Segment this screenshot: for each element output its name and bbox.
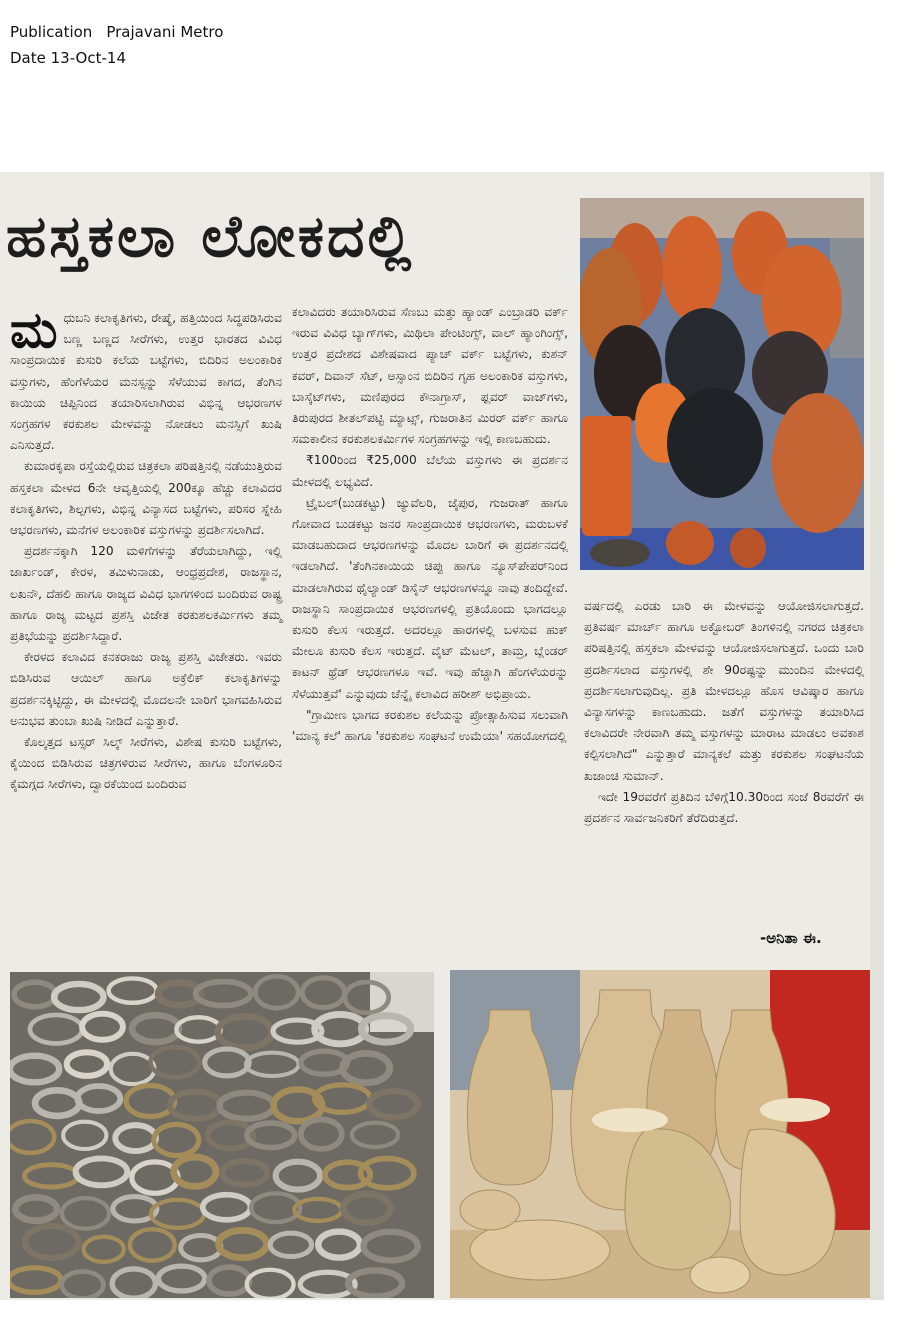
- drop-cap: ಮ: [10, 300, 58, 359]
- paragraph: "ಗ್ರಾಮೀಣ ಭಾಗದ ಕರಕುಶಲ ಕಲೆಯನ್ನು ಪ್ರೋತ್ಸಾಹಿಸುವ ಸಲುವಾಗಿ 'ಮಾನ್ಯ ಕಲೆ' ಹಾಗೂ 'ಕರಕುಶಲ ಸಂಘಟನೆ ಉಮೆಯಾ' ಸಹಯೋಗದಲ್ಲಿ: [292, 707, 568, 744]
- adjacent-column-edge: [870, 172, 884, 1300]
- bamboo-vases-photo: [450, 970, 870, 1298]
- paragraph-text: ಧುಬನಿ ಕಲಾಕೃತಿಗಳು, ರೇಷ್ಮೆ, ಹತ್ತಿಯಿಂದ ಸಿದ್ಧಪಡಿಸಿರುವ ಬಣ್ಣ ಬಣ್ಣದ ಸೀರೆಗಳು, ಉತ್ತರ ಭಾರತದ ವಿವಿಧ ಸಾಂಪ್ರದಾಯಿಕ ಕುಸುರಿ ಕಲೆಯ ಬಟ್ಟೆಗಳು, ಬಿದಿರಿನ ಅಲಂಕಾರಿಕ ವಸ್ತುಗಳು, ಹೆಂಗೆಳೆಯರ ಮನಸ್ಸನ್ನು ಸೆಳೆಯುವ ಕಾಗದ, ತೆಂಗಿನ ಕಾಯಿಯ ಚಿಪ್ಪಿನಿಂದ ತಯಾರಿಸಲಾಗಿರುವ ವಿಭಿನ್ನ ಆಭರಣಗಳ ಸಂಗ್ರಹಗಳ ಕರಕುಶಲ ಮೇಳವನ್ನು ನೋಡಲು ಮನಸ್ಸಿಗೆ ಖುಷಿ ಎನಿಸುತ್ತದೆ.: [10, 311, 282, 453]
- paragraph: ಇದೇ 19ರವರೆಗೆ ಪ್ರತಿದಿನ ಬೆಳಿಗ್ಗೆ10.30ರಿಂದ ಸಂಜೆ 8ರವರೆಗೆ ಈ ಪ್ರದರ್ಶನ ಸಾರ್ವಜನಿಕರಿಗೆ ತೆರೆದಿರುತ್ತದೆ.: [584, 789, 864, 826]
- article-column-3: [584, 596, 864, 829]
- tribal-jewellery-photo: [10, 972, 434, 1298]
- newspaper-clipping: [0, 172, 884, 1300]
- paragraph: ಕುಮಾರಕೃಪಾ ರಸ್ತೆಯಲ್ಲಿರುವ ಚಿತ್ರಕಲಾ ಪರಿಷತ್ತಿನಲ್ಲಿ ನಡೆಯುತ್ತಿರುವ ಹಸ್ತಕಲಾ ಮೇಳದ 6ನೇ ಆವೃತ್ತಿಯಲ್ಲಿ 200ಕ್ಕೂ ಹೆಚ್ಚು ಕಲಾವಿದರ ಕಲಾಕೃತಿಗಳು, ಶಿಲ್ಪಗಳು, ವಿಭಿನ್ನ ವಿನ್ಯಾಸದ ಬಟ್ಟೆಗಳು, ಪರಿಸರ ಸ್ನೇಹಿ ಆಭರಣಗಳು, ಮನೆಗಳ ಅಲಂಕಾರಿಕ ವಸ್ತುಗಳನ್ನು ಪ್ರದರ್ಶಿಸಲಾಗಿದೆ.: [10, 459, 282, 538]
- publication-line: [10, 23, 223, 41]
- paragraph: ₹100ರಿಂದ ₹25,000 ಬೆಲೆಯ ವಸ್ತುಗಳು ಈ ಪ್ರದರ್ಶನ ಮೇಳದಲ್ಲಿ ಲಭ್ಯವಿದೆ.: [292, 453, 568, 489]
- paragraph: ಕೇರಳದ ಕಲಾವಿದ ಕನಕರಾಜು ರಾಜ್ಯ ಪ್ರಶಸ್ತಿ ವಿಜೇತರು. ಇವರು ಬಿಡಿಸಿರುವ ಆಯಿಲ್ ಹಾಗೂ ಅಕ್ರೆಲಿಕ್ ಕಲಾಕೃತಿಗಳನ್ನು ಪ್ರದರ್ಶನಕ್ಕಿಟ್ಟಿದ್ದು, ಈ ಮೇಳದಲ್ಲಿ ಮೊದಲನೇ ಬಾರಿಗೆ ಭಾಗವಹಿಸಿರುವ ಅನುಭವ ತುಂಬಾ ಖುಷಿ ನೀಡಿದೆ ಎನ್ನುತ್ತಾರೆ.: [10, 650, 282, 728]
- paragraph: ವರ್ಷದಲ್ಲಿ ಎರಡು ಬಾರಿ ಈ ಮೇಳವನ್ನು ಆಯೋಜಿಸಲಾಗುತ್ತದೆ. ಪ್ರತಿವರ್ಷ ಮಾರ್ಚ್ ಹಾಗೂ ಅಕ್ಟೋಬರ್ ತಿಂಗಳಿನಲ್ಲಿ ನಗರದ ಚಿತ್ರಕಲಾ ಪರಿಷತ್ತಿನಲ್ಲಿ ಹಸ್ತಕಲಾ ಮೇಳವನ್ನು ಆಯೋಜಿಸಲಾಗುತ್ತದೆ. ಒಂದು ಬಾರಿ ಪ್ರದರ್ಶಿಸಲಾದ ವಸ್ತುಗಳಲ್ಲಿ ಶೇ 90ರಷ್ಟನ್ನು ಮುಂದಿನ ಮೇಳದಲ್ಲಿ ಪ್ರದರ್ಶಿಸಲಾಗುವುದಿಲ್ಲ. ಪ್ರತಿ ಮೇಳದಲ್ಲೂ ಹೊಸ ಆವಿಷ್ಕಾರ ಹಾಗೂ ವಿನ್ಯಾಸಗಳನ್ನು ಕಾಣಬಹುದು. ಜತೆಗೆ ವಸ್ತುಗಳನ್ನು ತಯಾರಿಸಿದ ಕಲಾವಿದರೇ ನೇರವಾಗಿ ತಮ್ಮ ವಸ್ತುಗಳನ್ನು ಮಾರಾಟ ಮಾಡಲು ಅವಕಾಶ ಕಲ್ಪಿಸಲಾಗಿದೆ" ಎನ್ನುತ್ತಾರೆ ಮಾನ್ಯಕಲೆ ಮತ್ತು ಕರಕುಶಲ ಸಂಘಟನೆಯ ಖಜಾಂಚಿ ಸುಮಾನ್.: [584, 599, 864, 783]
- date-label: Date: [10, 49, 46, 67]
- date-line: [10, 49, 126, 67]
- date-value: 13-Oct-14: [50, 49, 126, 67]
- publication-value: Prajavani Metro: [106, 23, 224, 41]
- headline: ಹಸ್ತಕಲಾ ಲೋಕದಲ್ಲಿ: [6, 202, 415, 270]
- publication-label: Publication: [10, 23, 93, 41]
- article-column-1: [10, 300, 282, 796]
- paragraph: ಪ್ರದರ್ಶನಕ್ಕಾಗಿ 120 ಮಳಿಗೆಗಳನ್ನು ತೆರೆಯಲಾಗಿದ್ದು, ಇಲ್ಲಿ ಜಾರ್ಖಂಡ್, ಕೇರಳ, ತಮಿಳುನಾಡು, ಆಂಧ್ರಪ್ರದೇಶ, ರಾಜಸ್ಥಾನ, ಲಖನೌ, ದೆಹಲಿ ಹಾಗೂ ರಾಜ್ಯದ ವಿವಿಧ ಭಾಗಗಳಿಂದ ಬಂದಿರುವ ರಾಷ್ಟ್ರ ಹಾಗೂ ರಾಜ್ಯ ಮಟ್ಟದ ಪ್ರಶಸ್ತಿ ವಿಜೇತ ಕರಕುಶಲಕರ್ಮಿಗಳು ತಮ್ಮ ಪ್ರತಿಭೆಯನ್ನು ಪ್ರದರ್ಶಿಸಿದ್ದಾರೆ.: [10, 544, 282, 644]
- paragraph: [10, 300, 282, 456]
- terracotta-pots-photo: [580, 198, 864, 570]
- byline: -ಅನಿತಾ ಈ.: [760, 929, 822, 947]
- paragraph: ಕಲಾವಿದರು ತಯಾರಿಸಿರುವ ಸೆಣಬು ಮತ್ತು ಹ್ಯಾಂಡ್ ಎಂಬ್ರಾಡರಿ ವರ್ಕ್ ಇರುವ ವಿವಿಧ ಬ್ಯಾಗ್‌ಗಳು, ಮಿಥಿಲಾ ಪೇಂಟಿಂಗ್ಸ್, ವಾಲ್ ಹ್ಯಾಂಗಿಂಗ್ಸ್, ಉತ್ತರ ಪ್ರದೇಶದ ವಿಶೇಷವಾದ ಪ್ಯಾಚ್ ವರ್ಕ್ ಬಟ್ಟೆಗಳು, ಕುಶನ್ ಕವರ್, ದಿವಾನ್ ಸೆಟ್, ಅಸ್ಸಾಂನ ಬಿದಿರಿನ ಗೃಹ ಅಲಂಕಾರಿಕ ವಸ್ತುಗಳು, ಬಾಸ್ಕೆಟ್‌ಗಳು, ಮಣಿಪುರದ ಕೌನಾಗ್ರಾಸ್, ಫ್ಲವರ್ ವಾಜ್‌ಗಳು, ತಿರುಪುರದ ಶೀತಲ್‌ಪಟ್ಟಿ ಮ್ಯಾಟ್ಸ್, ಗುಜರಾತಿನ ಮಿರರ್ ವರ್ಕ್ ಹಾಗೂ ಸಮಕಾಲೀನ ಕರಕುಶಲಕರ್ಮಿಗಳ ಸಂಗ್ರಹಗಳನ್ನು ಇಲ್ಲಿ ಕಾಣಬಹುದು.: [292, 305, 568, 447]
- paragraph: ಕೊಲ್ಕತ್ತದ ಟಸ್ಸರ್ ಸಿಲ್ಕ್ ಸೀರೆಗಳು, ವಿಶೇಷ ಕುಸುರಿ ಬಟ್ಟೆಗಳು, ಕೈಯಿಂದ ಬಿಡಿಸಿರುವ ಚಿತ್ರಗಳಿರುವ ಸೀರೆಗಳು, ಹಾಗೂ ಬೆಂಗಳೂರಿನ ಕೈಮಗ್ಗದ ಸೀರೆಗಳು, ದ್ವಾರಕೆಯಿಂದ ಬಂದಿರುವ: [10, 735, 282, 792]
- paragraph: ಟ್ರೈಬಲ್(ಬುಡಕಟ್ಟು) ಜ್ಯುವೆಲರಿ, ಜೈಪುರ, ಗುಜರಾತ್ ಹಾಗೂ ಗೋವಾದ ಬುಡಕಟ್ಟು ಜನರ ಸಾಂಪ್ರದಾಯಿಕ ಆಭರಣಗಳು, ಮರುಬಳಕೆ ಮಾಡಬಹುದಾದ ಆಭರಣಗಳನ್ನು ಮೊದಲ ಬಾರಿಗೆ ಈ ಪ್ರದರ್ಶನದಲ್ಲಿ ಇಡಲಾಗಿದೆ. 'ತೆಂಗಿನಕಾಯಿಯ ಚಿಪ್ಪು ಹಾಗೂ ನ್ಯೂಸ್‌ಪೇಪರ್‌ನಿಂದ ಮಾಡಲಾಗಿರುವ ಥೈಲ್ಯಾಂಡ್ ಡಿಸೈನ್ ಆಭರಣಗಳನ್ನೂ ನಾವು ತಂದಿದ್ದೇವೆ. ರಾಜಸ್ಥಾನಿ ಸಾಂಪ್ರದಾಯಿಕ ಆಭರಣಗಳಲ್ಲಿ ಪ್ರತಿಯೊಂದು ಭಾಗದಲ್ಲೂ ಕುಸುರಿ ಕೆಲಸ ಇರುತ್ತದೆ. ಅದರಲ್ಲೂ ಹಾರಗಳಲ್ಲಿ ಬಳಸುವ ಹುಕ್ ಮೇಲೂ ಕುಸುರಿ ಕೆಲಸ ಇರುತ್ತದೆ. ವೈಟ್ ಮೆಟಲ್, ತಾಮ್ರ, ಬ್ಲೆಂಡರ್ ಕಾಟನ್ ಥ್ರೆಡ್ ಆಭರಣಗಳೂ ಇವೆ. ಇವು ಹೆಚ್ಚಾಗಿ ಹೆಂಗಳೆಯರನ್ನು ಸೆಳೆಯುತ್ತವೆ' ಎನ್ನುವುದು ಚೆನ್ನೈ ಕಲಾವಿದ ಹರೀಶ್ ಅಭಿಪ್ರಾಯ.: [292, 495, 568, 701]
- article-column-2: [292, 302, 568, 747]
